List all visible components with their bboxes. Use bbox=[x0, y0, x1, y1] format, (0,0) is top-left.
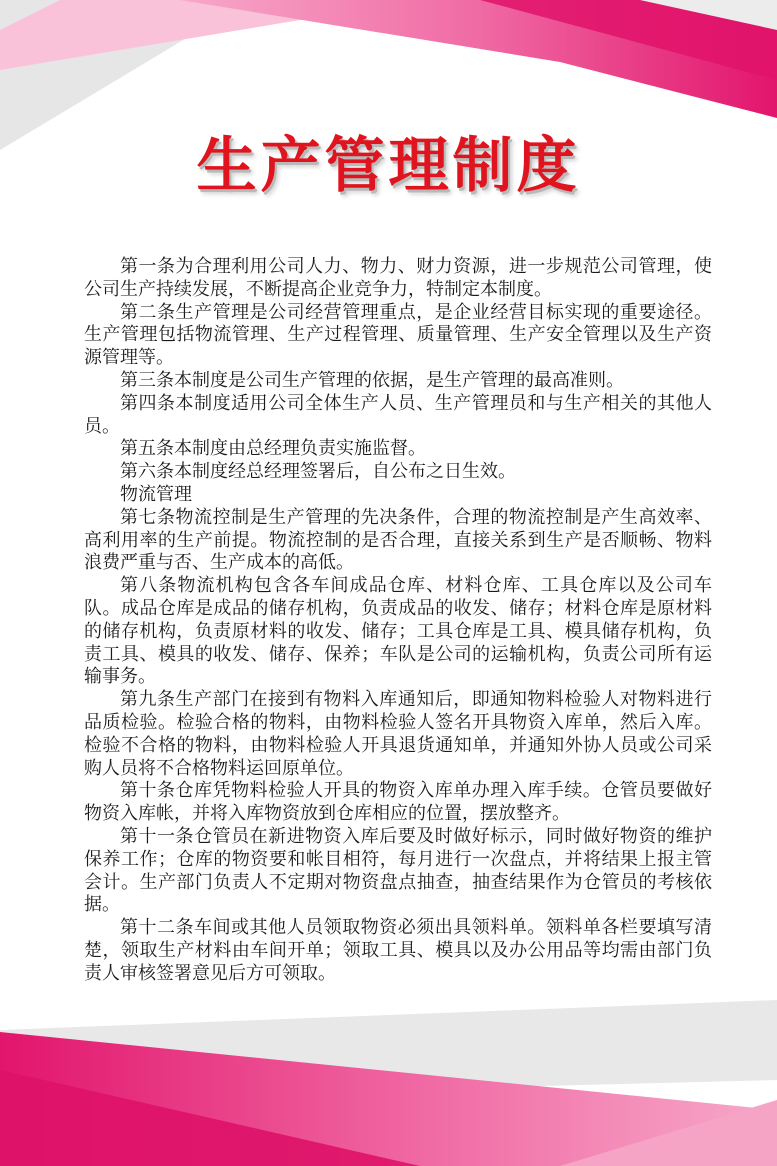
article-5: 第五条本制度由总经理负责实施监督。 bbox=[120, 438, 426, 460]
page-title: 生产管理制度 bbox=[196, 131, 581, 201]
regulation-body bbox=[84, 256, 712, 986]
article-1: 第一条为合理利用公司人力、物力、财力资源，进一步规范公司管理，使公司生产持续发展，不断提高企业竞争力，特制定本制度。 bbox=[84, 256, 712, 300]
article-9: 第九条生产部门在接到有物料入库通知后，即通知物料检验人对物料进行品质检验。检验合格的物料，由物料检验人签名开具物资入库单，然后入库。检验不合格的物料，由物料检验人开具退货通知单，并通知外协人员或公司采购人员将不合格物料运回原单位。 bbox=[84, 689, 712, 779]
article-8: 第八条物流机构包含各车间成品仓库、材料仓库、工具仓库以及公司车队。成品仓库是成品的储存机构，负责成品的收发、储存；材料仓库是原材料的储存机构，负责原材料的收发、储存；工具仓库是工具、模具储存机构，负责工具、模具的收发、储存、保养；车队是公司的运输机构，负责公司所有运输事务。 bbox=[84, 575, 712, 688]
article-6: 第六条本制度经总经理签署后，自公布之日生效。 bbox=[120, 461, 516, 483]
article-2: 第二条生产管理是公司经营管理重点，是企业经营目标实现的重要途径。生产管理包括物流管理、生产过程管理、质量管理、生产安全管理以及生产资源管理等。 bbox=[84, 301, 712, 369]
article-7: 第七条物流控制是生产管理的先决条件，合理的物流控制是产生高效率、高利用率的生产前提。物流控制的是否合理，直接关系到生产是否顺畅、物料浪费严重与否、生产成本的高低。 bbox=[84, 506, 712, 574]
article-3: 第三条本制度是公司生产管理的依据，是生产管理的最高准则。 bbox=[120, 369, 624, 391]
article-4: 第四条本制度适用公司全体生产人员、生产管理员和与生产相关的其他人员。 bbox=[84, 392, 712, 437]
section-heading-logistics: 物流管理 bbox=[120, 483, 192, 505]
article-11: 第十一条仓管员在新进物资入库后要及时做好标示，同时做好物资的维护保养工作；仓库的物资要和帐目相符，每月进行一次盘点，并将结果上报主管会计。生产部门负责人不定期对物资盘点抽查，抽查结果作为仓管员的考核依据。 bbox=[84, 825, 712, 916]
article-10: 第十条仓库凭物料检验人开具的物资入库单办理入库手续。仓管员要做好物资入库帐，并将入库物资放到仓库相应的位置，摆放整齐。 bbox=[84, 780, 712, 825]
article-12: 第十二条车间或其他人员领取物资必须出具领料单。领料单各栏要填写清楚，领取生产材料由车间开单；领取工具、模具以及办公用品等均需由部门负责人审核签署意见后方可领取。 bbox=[84, 917, 712, 984]
